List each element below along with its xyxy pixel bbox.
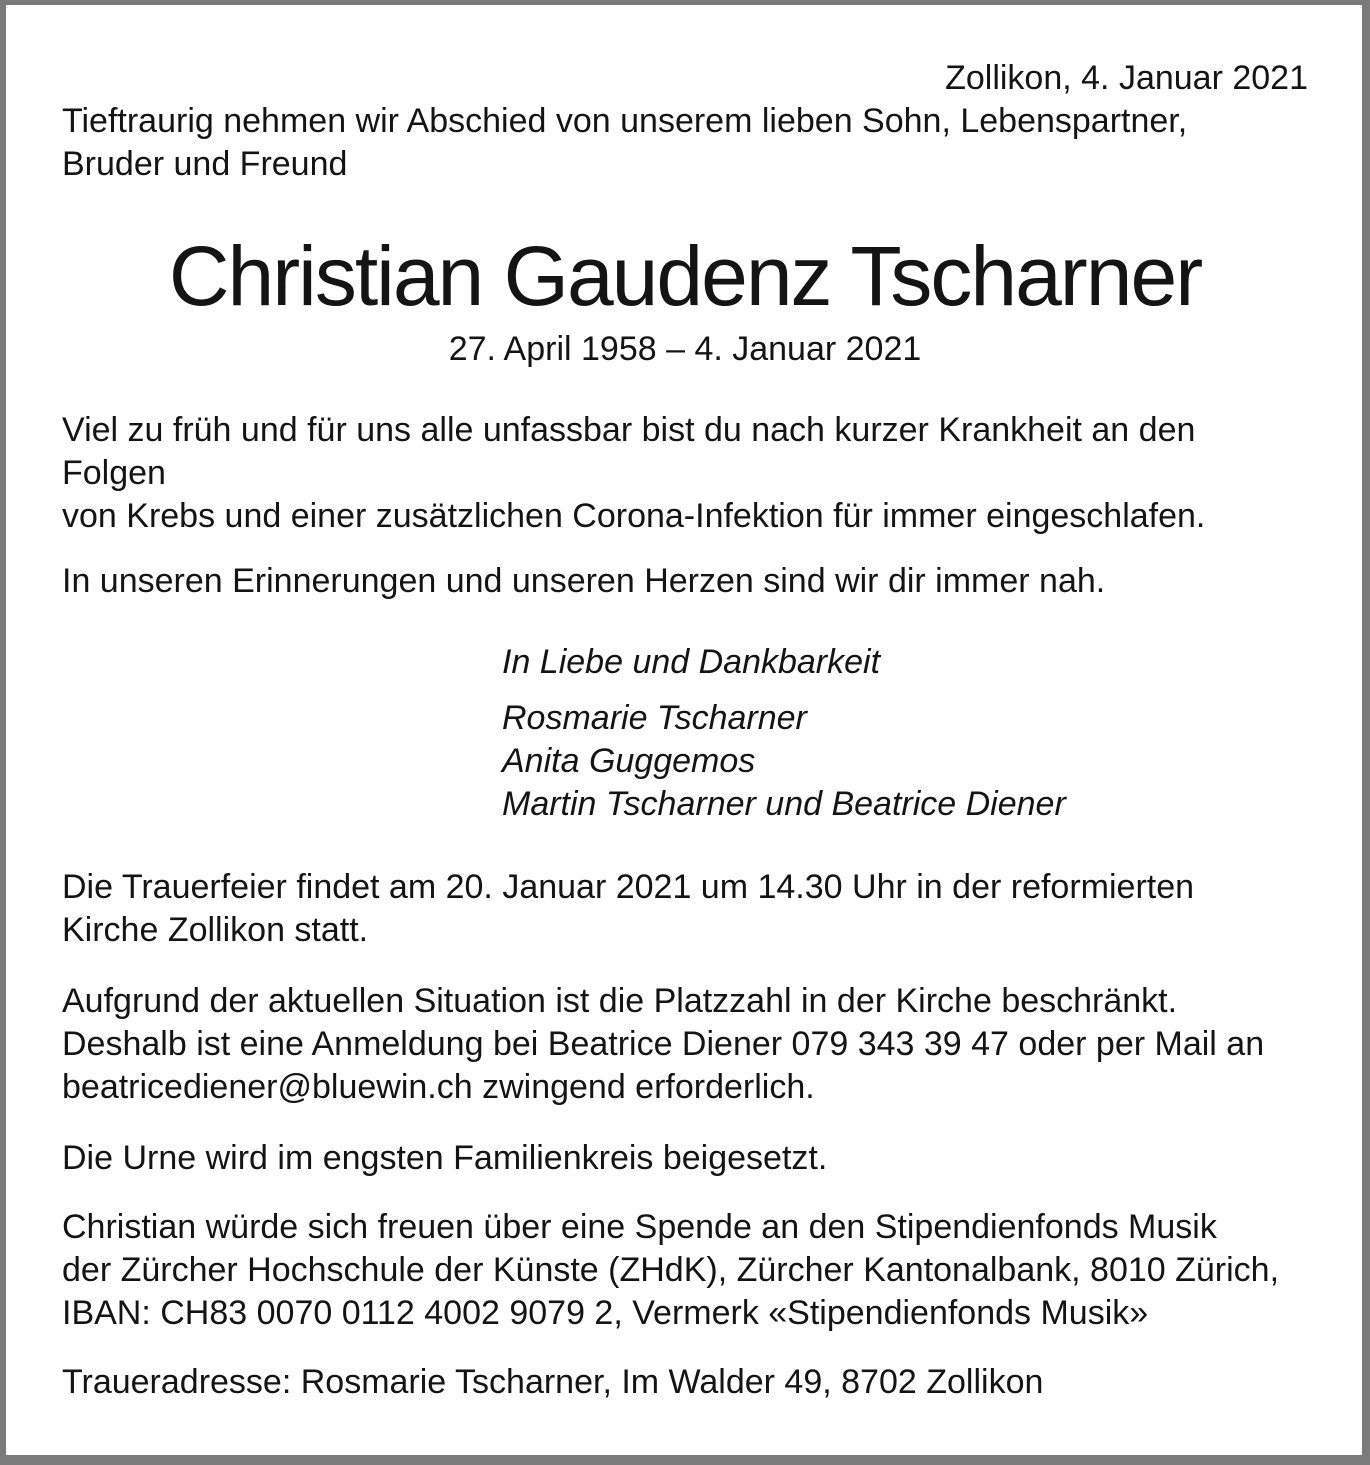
mourning-address-paragraph: Traueradresse: Rosmarie Tscharner, Im Walder 49, 8702 Zollikon [62,1363,1044,1401]
signature-name-2: Anita Guggemos [502,742,756,780]
urn-paragraph: Die Urne wird im engsten Familienkreis beigesetzt. [62,1139,828,1177]
donation-line-1: Christian würde sich freuen über eine Spende an den Stipendienfonds Musik [62,1208,1217,1246]
death-paragraph [62,409,1308,538]
service-line-1: Die Trauerfeier findet am 20. Januar 2021 um 14.30 Uhr in der reformierten [62,868,1195,906]
signature-name-1: Rosmarie Tscharner [502,699,807,737]
registration-line-1: Aufgrund der aktuellen Situation ist die Platzzahl in der Kirche beschränkt. [62,982,1178,1020]
donation-line-2: der Zürcher Hochschule der Künste (ZHdK), Zürcher Kantonalbank, 8010 Zürich, [62,1251,1280,1289]
deceased-name: Christian Gaudenz Tscharner [168,229,1202,323]
intro-line-1: Tieftraurig nehmen wir Abschied von unserem lieben Sohn, Lebenspartner, [62,102,1188,140]
service-line-2: Kirche Zollikon statt. [62,911,369,949]
death-line-1: Viel zu früh und für uns alle unfassbar bist du nach kurzer Krankheit an den Folgen [62,411,1196,492]
donation-paragraph [62,1206,1308,1335]
death-line-2: von Krebs und einer zusätzlichen Corona-Infektion für immer eingeschlafen. [62,497,1206,535]
donation-line-3: IBAN: CH83 0070 0112 4002 9079 2, Vermerk «Stipendienfonds Musik» [62,1294,1149,1332]
signature-block [62,641,1308,826]
service-paragraph [62,866,1308,952]
intro-line-2: Bruder und Freund [62,145,348,183]
memory-paragraph: In unseren Erinnerungen und unseren Herzen sind wir dir immer nah. [62,562,1106,600]
signature-name-3: Martin Tscharner und Beatrice Diener [502,785,1066,823]
registration-paragraph [62,980,1308,1109]
registration-line-2: Deshalb ist eine Anmeldung bei Beatrice Diener 079 343 39 47 oder per Mail an [62,1025,1265,1063]
intro-paragraph [62,100,1308,186]
signature-closing: In Liebe und Dankbarkeit [502,643,881,681]
dateline: Zollikon, 4. Januar 2021 [945,59,1308,97]
registration-line-3: beatricediener@bluewin.ch zwingend erforderlich. [62,1068,815,1106]
life-dates: 27. April 1958 – 4. Januar 2021 [448,330,922,368]
